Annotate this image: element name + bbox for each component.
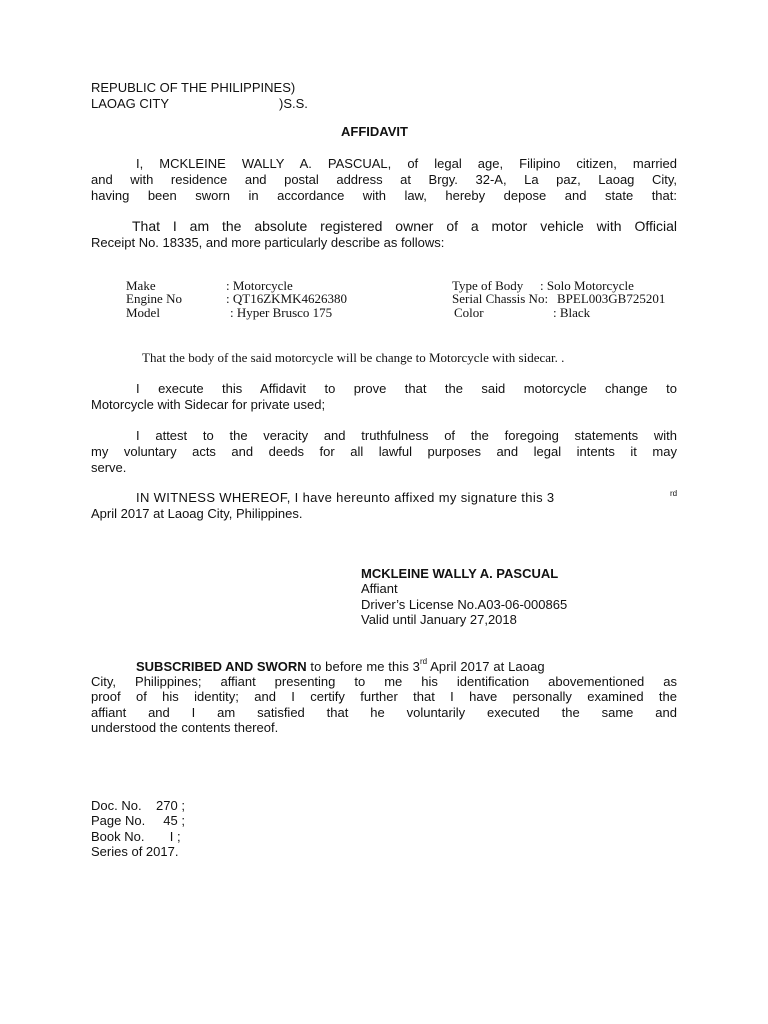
header-ss: )S.S. <box>279 96 308 111</box>
document-title: AFFIDAVIT <box>341 124 408 139</box>
notary-series: Series of 2017. <box>91 844 179 859</box>
jurat-ordinal: rd <box>419 657 428 666</box>
witness-ordinal: rd <box>670 489 678 498</box>
attest-line-1: I attest to the veracity and truthfulness of the foregoing statements with <box>136 428 677 443</box>
ownership-line-1: That I am the absolute registered owner of a motor vehicle with Official <box>132 218 677 234</box>
notary-book-no: Book No. I ; <box>91 829 181 844</box>
jurat-lead: SUBSCRIBED AND SWORN <box>136 659 307 674</box>
make-label: Make <box>126 278 156 293</box>
model-label: Model <box>126 305 160 320</box>
notary-doc-no: Doc. No. 270 ; <box>91 798 185 813</box>
color-label: Color <box>454 305 484 320</box>
witness-line-2: April 2017 at Laoag City, Philippines. <box>91 506 303 521</box>
license-validity: Valid until January 27,2018 <box>361 612 517 627</box>
engine-value: : QT16ZKMK4626380 <box>226 291 347 306</box>
engine-label: Engine No <box>126 291 182 306</box>
model-value: : Hyper Brusco 175 <box>230 305 333 320</box>
witness-line-1 <box>136 490 677 505</box>
body-type-label: Type of Body <box>452 278 524 293</box>
intro-line-2: and with residence and postal address at Brgy. 32-A, La paz, Laoag City, <box>91 172 677 187</box>
affiant-name: MCKLEINE WALLY A. PASCUAL <box>361 566 559 581</box>
jurat-text: to before me this 3 <box>306 659 420 674</box>
header-republic: REPUBLIC OF THE PHILIPPINES) <box>91 80 296 95</box>
attest-line-3: serve. <box>91 460 127 475</box>
drivers-license: Driver’s License No.A03-06-000865 <box>361 597 568 612</box>
jurat-line-3: proof of his identity; and I certify further that I have personally examined the <box>91 689 677 704</box>
notary-page-no: Page No. 45 ; <box>91 813 185 828</box>
affiant-role: Affiant <box>361 581 398 596</box>
header-city: LAOAG CITY <box>91 96 170 111</box>
purpose-line-1: I execute this Affidavit to prove that the said motorcycle change to <box>136 381 677 396</box>
make-value: : Motorcycle <box>226 278 293 293</box>
body-type-value: : Solo Motorcycle <box>540 278 634 293</box>
attest-line-2: my voluntary acts and deeds for all lawful purposes and legal intents it may <box>91 444 677 459</box>
intro-line-1: I, MCKLEINE WALLY A. PASCUAL, of legal age, Filipino citizen, married <box>136 156 677 171</box>
color-value: : Black <box>553 305 591 320</box>
jurat-line-1 <box>136 659 677 674</box>
jurat-line-4: affiant and I am satisfied that he voluntarily executed the same and <box>91 705 677 720</box>
intro-line-3: having been sworn in accordance with law, hereby depose and state that: <box>91 188 677 203</box>
change-statement: That the body of the said motorcycle will be change to Motorcycle with sidecar. . <box>142 350 565 365</box>
chassis-value: BPEL003GB725201 <box>557 291 666 306</box>
jurat-line-5: understood the contents thereof. <box>91 720 279 735</box>
purpose-line-2: Motorcycle with Sidecar for private used; <box>91 397 326 412</box>
ownership-line-2: Receipt No. 18335, and more particularly describe as follows: <box>91 235 445 250</box>
jurat-line-2: City, Philippines; affiant presenting to me his identification abovementioned as <box>91 674 677 689</box>
jurat-date: April 2017 at Laoag <box>427 659 545 674</box>
witness-text: IN WITNESS WHEREOF, I have hereunto affixed my signature this 3 <box>136 490 555 505</box>
chassis-label: Serial Chassis No: <box>452 291 549 306</box>
